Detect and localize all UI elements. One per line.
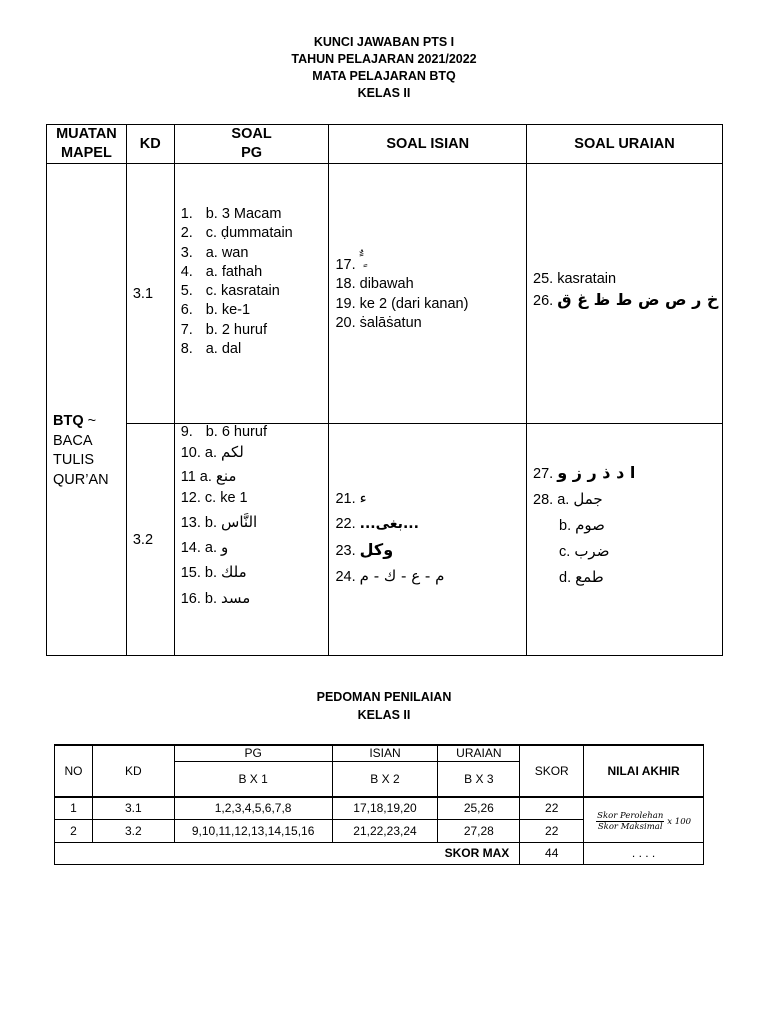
header-muatan-line2: MAPEL — [61, 145, 112, 161]
header-kd: KD — [126, 125, 174, 164]
uraian-item — [533, 290, 722, 309]
pedoman-header-pg-mult: B X 1 — [174, 761, 332, 797]
isian-item — [335, 537, 526, 563]
isian-item — [335, 275, 526, 294]
pedoman-table — [54, 744, 704, 865]
skor-max-value: 44 — [520, 842, 584, 864]
pg-item-arabic: مسد — [221, 589, 251, 607]
pedoman-header-kd: KD — [92, 745, 174, 797]
pg-item-number: 2. — [180, 225, 193, 242]
uraian-list — [533, 460, 722, 620]
formula-multiplier: x 100 — [667, 816, 692, 827]
pedoman-cell-no: 1 — [55, 797, 93, 819]
pedoman-title-line1: PEDOMAN PENILAIAN — [316, 690, 452, 704]
pg-item-number: 3. — [180, 244, 193, 261]
uraian-cell — [527, 424, 723, 656]
isian-item — [335, 314, 526, 333]
pedoman-row — [55, 797, 704, 819]
pg-item — [181, 440, 329, 465]
pg-item-number: 15. — [180, 565, 201, 581]
pg-item — [181, 321, 329, 340]
isian-item-answer: ke 2 (dari kanan) — [359, 295, 469, 312]
pg-item — [181, 559, 329, 585]
pedoman-header-uraian-mult: B X 3 — [438, 761, 520, 797]
isian-item-number: 20. — [335, 314, 356, 331]
pg-item-answer: c. kasratain — [205, 283, 280, 300]
uraian-item-arabic: ضرب — [574, 541, 610, 560]
isian-list — [335, 254, 526, 333]
pedoman-cell-isian: 21,22,23,24 — [332, 819, 438, 842]
pg-cell — [174, 424, 329, 656]
pg-item-answer: b. ke-1 — [205, 302, 251, 319]
pg-item — [181, 465, 329, 488]
uraian-item-option: d. — [559, 569, 572, 586]
isian-item-number: 24. — [335, 568, 356, 585]
header-subject: MATA PELAJARAN BTQ — [312, 69, 456, 83]
formula-numerator: Skor Perolehan — [597, 811, 664, 822]
pedoman-cell-uraian: 27,28 — [438, 819, 520, 842]
header-title: KUNCI JAWABAN PTS I — [313, 35, 455, 49]
uraian-item — [533, 512, 722, 538]
uraian-item-arabic: صوم — [575, 515, 605, 534]
isian-item-arabic: وكل — [359, 539, 394, 559]
document-header — [0, 34, 768, 102]
pg-item — [181, 244, 329, 263]
pg-item-number: 5. — [180, 283, 193, 300]
pg-item-answer: b. — [204, 565, 222, 581]
pedoman-cell-kd: 3.2 — [92, 819, 174, 842]
uraian-item-answer: خ ر ص ض ط ظ غ ق — [557, 289, 719, 309]
pedoman-cell-uraian: 25,26 — [438, 797, 520, 819]
pg-item-number: 13. — [180, 515, 201, 531]
uraian-cell — [527, 164, 723, 424]
pg-item — [181, 340, 329, 359]
answer-row-3-2 — [47, 424, 723, 656]
pg-item-number: 1. — [180, 206, 193, 222]
pg-item — [181, 535, 329, 559]
muatan-text — [53, 412, 109, 490]
header-class: KELAS II — [357, 86, 411, 100]
uraian-item — [533, 564, 722, 590]
header-soal-isian: SOAL ISIAN — [329, 125, 527, 164]
uraian-item — [533, 538, 722, 564]
isian-item — [335, 485, 526, 511]
pedoman-cell-skor: 22 — [520, 819, 584, 842]
isian-item — [335, 511, 526, 537]
answer-table-header-row — [47, 125, 723, 164]
isian-item-arabic: ء — [359, 488, 367, 507]
muatan-cell — [47, 164, 127, 656]
pg-item-answer: b. 2 huruf — [205, 321, 267, 338]
isian-item-answer: dibawah — [359, 276, 414, 293]
score-fraction — [596, 811, 664, 832]
uraian-item-answer: kasratain — [557, 271, 617, 288]
uraian-item — [533, 460, 722, 486]
isian-item-number: 18. — [335, 276, 356, 293]
answer-key-table — [46, 124, 723, 656]
pedoman-cell-skor: 22 — [520, 797, 584, 819]
pg-item-answer: a. dal — [205, 341, 242, 358]
isian-cell — [329, 424, 527, 656]
uraian-item-arabic: ا د ذ ر ز و — [557, 462, 636, 482]
pg-item — [181, 301, 329, 320]
pg-cell — [174, 164, 329, 424]
pg-item-answer: b. 3 Macam — [205, 206, 282, 222]
muatan-btq: BTQ — [53, 413, 84, 429]
isian-item-answer: ṡalāṡatun — [359, 314, 422, 331]
pg-item-number: 12. — [180, 490, 201, 506]
pg-item — [181, 263, 329, 282]
header-soal-line1: SOAL — [231, 126, 272, 142]
pedoman-header-row1 — [55, 745, 704, 761]
pedoman-cell-pg: 1,2,3,4,5,6,7,8 — [174, 797, 332, 819]
pedoman-header-uraian: URAIAN — [438, 745, 520, 761]
pg-item-arabic: و — [221, 538, 229, 556]
pg-item-answer: a. — [204, 540, 222, 556]
pedoman-header-nilai: NILAI AKHIR — [584, 745, 704, 797]
pedoman-cell-no: 2 — [55, 819, 93, 842]
header-muatan-line1: MUATAN — [56, 126, 117, 142]
formula-denominator: Skor Maksimal — [597, 822, 663, 833]
pg-item-number: 4. — [180, 263, 193, 280]
pg-item — [181, 205, 329, 224]
pg-item-number: 9. — [180, 424, 193, 440]
pg-item — [181, 488, 329, 509]
isian-list — [335, 485, 526, 595]
header-soal-uraian: SOAL URAIAN — [527, 125, 723, 164]
header-muatan — [47, 125, 127, 164]
kd-cell: 3.1 — [126, 164, 174, 424]
pg-item-arabic: منع — [215, 467, 237, 485]
isian-cell — [329, 164, 527, 424]
pg-item-number: 16. — [180, 591, 201, 607]
pedoman-title-line2: KELAS II — [357, 708, 411, 722]
pg-item-number: 14. — [180, 540, 201, 556]
pg-item — [181, 424, 329, 440]
pg-item-answer: b. — [204, 515, 222, 531]
uraian-item-option: c. — [559, 543, 571, 560]
muatan-tilde: ~ — [83, 413, 97, 429]
uraian-item-number: 26. — [533, 292, 554, 309]
kd-cell: 3.2 — [126, 424, 174, 656]
pedoman-header-pg: PG — [174, 745, 332, 761]
isian-item-arabic: م - ع - ك - م — [359, 566, 445, 585]
pg-item-arabic: ملك — [221, 563, 247, 581]
pg-item — [181, 224, 329, 243]
muatan-line2: BACA — [53, 432, 93, 449]
isian-item-number: 19. — [335, 295, 356, 312]
isian-item-number: 22. — [335, 515, 356, 532]
header-soal-pg — [174, 125, 329, 164]
pg-item-number: 6. — [180, 302, 193, 319]
muatan-line3: TULIS — [53, 452, 95, 468]
isian-item-arabic: ...بغى... — [359, 515, 419, 532]
uraian-item — [533, 270, 722, 289]
answer-row-3-1 — [47, 164, 723, 424]
uraian-item-arabic: طمع — [575, 567, 604, 586]
nilai-akhir-dots: . . . . — [584, 842, 704, 864]
header-soal-line2: PG — [241, 145, 263, 161]
isian-item-answer: ٌ ً ٍ — [359, 252, 368, 268]
pedoman-header-no: NO — [55, 745, 93, 797]
pg-item-arabic: لكم — [221, 443, 244, 461]
pg-item-answer: c. ke 1 — [204, 490, 248, 506]
uraian-item-number: 27. — [533, 465, 554, 482]
pedoman-header-skor: SKOR — [520, 745, 584, 797]
pg-item-answer: a. — [199, 469, 216, 485]
pg-item — [181, 282, 329, 301]
pg-item-number: 10. — [180, 445, 201, 461]
pg-list — [181, 424, 329, 611]
isian-item — [335, 563, 526, 589]
isian-item-number: 21. — [335, 490, 356, 507]
pedoman-cell-formula — [584, 797, 704, 842]
pedoman-header-isian: ISIAN — [332, 745, 438, 761]
pedoman-title — [0, 688, 768, 724]
pedoman-total-row — [55, 842, 704, 864]
pg-item-answer: a. fathah — [205, 263, 263, 280]
pg-item-answer: b. — [204, 591, 222, 607]
header-year: TAHUN PELAJARAN 2021/2022 — [291, 52, 477, 66]
score-formula — [596, 811, 691, 832]
pedoman-cell-kd: 3.1 — [92, 797, 174, 819]
pg-list — [181, 205, 329, 359]
pedoman-cell-pg: 9,10,11,12,13,14,15,16 — [174, 819, 332, 842]
pg-item-number: 7. — [180, 321, 193, 338]
isian-item — [335, 295, 526, 314]
isian-item — [335, 252, 526, 275]
pg-item-number: 11 — [180, 469, 196, 485]
uraian-item-option: b. — [559, 517, 572, 534]
muatan-line4: QUR’AN — [53, 471, 109, 488]
skor-max-label: SKOR MAX — [55, 842, 520, 864]
pg-item-answer: a. wan — [205, 244, 249, 261]
pg-item-arabic: النَّاس — [221, 513, 258, 531]
pg-item-answer: c. ḍummatain — [205, 225, 293, 242]
pedoman-cell-isian: 17,18,19,20 — [332, 797, 438, 819]
pg-item-answer: b. 6 huruf — [205, 424, 267, 440]
uraian-list — [533, 270, 722, 317]
pg-item-answer: a. — [204, 445, 222, 461]
pg-item — [181, 509, 329, 535]
uraian-item-number: 25. — [533, 271, 554, 288]
isian-item-number: 17. — [335, 256, 356, 273]
pedoman-header-isian-mult: B X 2 — [332, 761, 438, 797]
pg-item — [181, 585, 329, 611]
pg-item-number: 8. — [180, 341, 193, 358]
uraian-item — [533, 486, 722, 512]
uraian-item-number: 28. — [533, 491, 554, 508]
isian-item-number: 23. — [335, 542, 356, 559]
uraian-item-arabic: جمل — [573, 489, 603, 508]
uraian-item-option: a. — [557, 491, 570, 508]
